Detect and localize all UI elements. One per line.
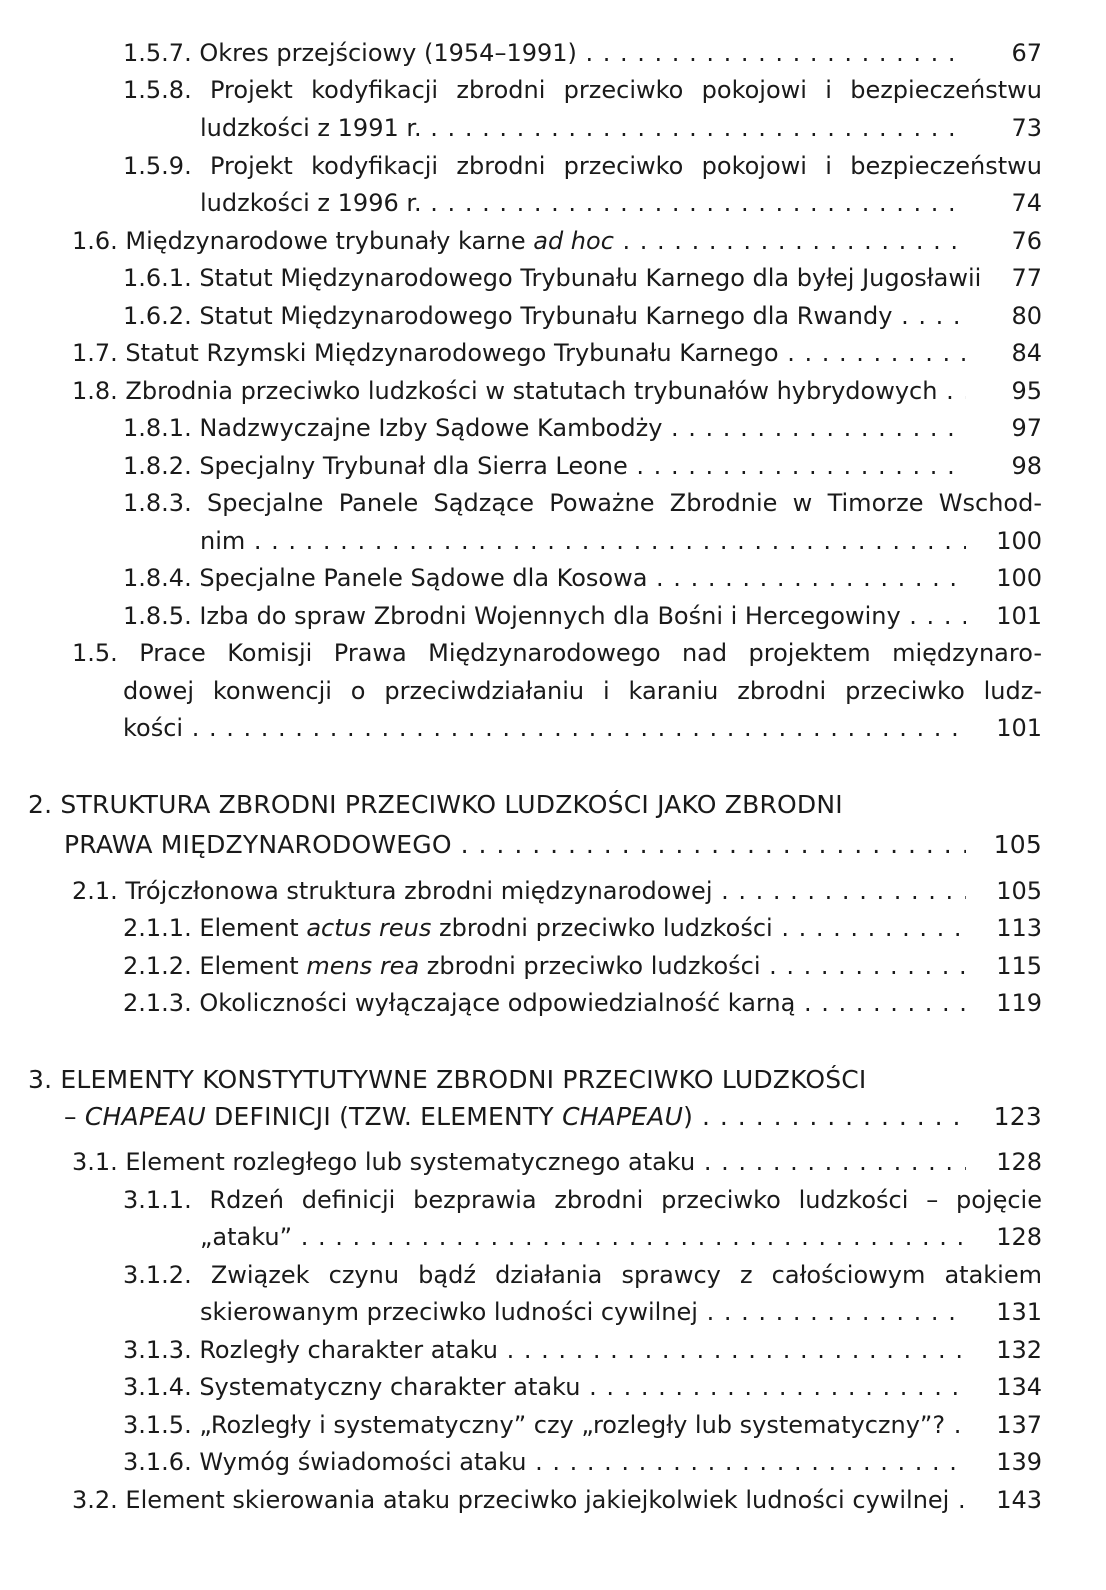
toc-entry [0,1185,1106,1215]
toc-entry-page: 95 [1011,377,1042,405]
toc-entry-title: 1.8.4. Specjalne Panele Sądowe dla Kosowa . . . [123,563,966,593]
toc-entry-title: 1.5.8. Projekt kodyfikacji zbrodni przeciwko pokojowi i bezpieczeństwu [123,76,1042,104]
toc-entry [0,1065,1106,1095]
toc-entry [0,1297,1106,1327]
toc-entry-page: 67 [1011,39,1042,67]
toc-entry [0,876,1106,906]
toc-entry-title: ludzkości z 1996 r. . . . [200,188,966,218]
toc-entry [0,1410,1106,1440]
toc-entry-page: 123 [993,1102,1042,1131]
toc-entry [0,1335,1106,1365]
toc-entry-title: 2.1.3. Okoliczności wyłączające odpowiedzialność karną . . . [123,988,966,1018]
toc-entry [0,113,1106,143]
toc-entry-title: 1.5.9. Projekt kodyfikacji zbrodni przeciwko pokojowi i bezpieczeństwu [123,152,1042,180]
toc-entry-title: dowej konwencji o przeciwdziałaniu i karaniu zbrodni przeciwko ludz- [123,677,1042,705]
toc-entry-title: 1.8.3. Specjalne Panele Sądzące Poważne Zbrodnie w Timorze Wschod- [123,489,1042,517]
toc-entry-title: PRAWA MIĘDZYNARODOWEGO . . . [64,830,966,860]
toc-entry-title: 3.1. Element rozległego lub systematycznego ataku . . . [72,1147,966,1177]
toc-entry-page: 128 [996,1148,1042,1176]
toc-entry [0,338,1106,368]
toc-entry [0,988,1106,1018]
toc-entry [0,1485,1106,1515]
toc-entry-title: 1.8.1. Nadzwyczajne Izby Sądowe Kambodży . . . [123,413,966,443]
toc-entry [0,713,1106,743]
toc-entry [0,1102,1106,1132]
toc-entry-page: 80 [1011,302,1042,330]
toc-entry [0,263,1106,293]
toc-entry-title: 1.5. Prace Komisji Prawa Międzynarodowego nad projektem międzynaro- [72,639,1042,667]
toc-entry [0,913,1106,943]
toc-entry [0,451,1106,481]
toc-entry-title: skierowanym przeciwko ludności cywilnej . . . [200,1297,966,1327]
toc-entry-title: 2.1. Trójczłonowa struktura zbrodni międzynarodowej . . . [72,876,966,906]
toc-entry [0,1222,1106,1252]
toc-entry-italic: CHAPEAU [84,1102,206,1131]
toc-entry-title: 3.1.1. Rdzeń definicji bezprawia zbrodni przeciwko ludzkości – pojęcie [123,1186,1042,1214]
toc-entry-title: 1.6. Międzynarodowe trybunały karne ad hoc . . . [72,226,966,256]
toc-entry-page: 119 [996,989,1042,1017]
toc-entry-page: 143 [996,1486,1042,1514]
toc-entry [0,1447,1106,1477]
toc-entry [0,830,1106,860]
toc-entry-page: 105 [996,877,1042,905]
toc-entry-page: 101 [996,602,1042,630]
toc-entry-page: 131 [996,1298,1042,1326]
toc-entry-page: 105 [993,830,1042,859]
toc-entry [0,951,1106,981]
toc-entry-page: 113 [996,914,1042,942]
toc-entry-title: 3. ELEMENTY KONSTYTUTYWNE ZBRODNI PRZECIWKO LUDZKOŚCI [28,1065,1042,1095]
toc-entry-title: 3.1.3. Rozległy charakter ataku . . . [123,1335,966,1365]
toc-entry-italic: actus reus [306,914,432,942]
toc-entry [0,488,1106,518]
toc-entry [0,301,1106,331]
toc-entry-title: 1.8. Zbrodnia przeciwko ludzkości w statutach trybunałów hybrydowych . . . [72,376,966,406]
toc-entry-title: 2. STRUKTURA ZBRODNI PRZECIWKO LUDZKOŚCI JAKO ZBRODNI [28,790,1042,820]
toc-entry-title: 1.7. Statut Rzymski Międzynarodowego Trybunału Karnego . . . [72,338,966,368]
toc-entry-page: 115 [996,952,1042,980]
toc-entry-page: 132 [996,1336,1042,1364]
toc-entry-page: 134 [996,1373,1042,1401]
toc-entry [0,601,1106,631]
toc-entry-page: 100 [996,564,1042,592]
toc-entry-page: 77 [1011,264,1042,292]
toc-entry-page: 100 [996,527,1042,555]
toc-entry-page: 101 [996,714,1042,742]
toc-entry [0,376,1106,406]
toc-entry [0,563,1106,593]
toc-entry [0,151,1106,181]
toc-entry-title: nim . . . [200,526,966,556]
toc-entry-page: 74 [1011,189,1042,217]
toc-entry [0,790,1106,820]
toc-entry-title: 1.8.2. Specjalny Trybunał dla Sierra Leone . . . [123,451,966,481]
toc-entry-title: 1.5.7. Okres przejściowy (1954–1991) . . . [123,38,966,68]
toc-entry [0,676,1106,706]
toc-entry [0,188,1106,218]
toc-entry-page: 139 [996,1448,1042,1476]
toc-entry-title: 3.1.2. Związek czynu bądź działania sprawcy z całościowym atakiem [123,1261,1042,1289]
toc-entry-page: 76 [1011,227,1042,255]
toc-entry-page: 98 [1011,452,1042,480]
toc-entry-title: 1.8.5. Izba do spraw Zbrodni Wojennych dla Bośni i Hercegowiny . . . [123,601,966,631]
toc-entry-title: 2.1.1. Element actus reus zbrodni przeciwko ludzkości . . . [123,913,966,943]
toc-entry [0,1260,1106,1290]
toc-entry-page: 137 [996,1411,1042,1439]
toc-entry-title: 1.6.1. Statut Międzynarodowego Trybunału Karnego dla byłej Jugosławii [123,263,1042,293]
toc-entry [0,1147,1106,1177]
toc-entry [0,1372,1106,1402]
toc-entry-title: kości . . . [123,713,966,743]
toc-entry [0,413,1106,443]
toc-entry-page: 73 [1011,114,1042,142]
toc-entry-title: „ataku” . . . [200,1222,966,1252]
toc-entry-title: – CHAPEAU DEFINICJI (TZW. ELEMENTY CHAPEAU) . . . [64,1102,966,1132]
toc-entry-title: ludzkości z 1991 r. . . . [200,113,966,143]
toc-entry-title: 2.1.2. Element mens rea zbrodni przeciwko ludzkości . . . [123,951,966,981]
toc-entry-italic: ad hoc [533,227,614,255]
toc-entry-page: 97 [1011,414,1042,442]
toc-entry [0,75,1106,105]
toc-entry-title: 3.1.4. Systematyczny charakter ataku . . . [123,1372,966,1402]
toc-entry [0,38,1106,68]
toc-entry-page: 128 [996,1223,1042,1251]
toc-entry [0,638,1106,668]
toc-entry [0,226,1106,256]
toc-entry-title: 3.2. Element skierowania ataku przeciwko jakiejkolwiek ludności cywilnej . . . [72,1485,966,1515]
toc-entry-title: 3.1.5. „Rozległy i systematyczny” czy „rozległy lub systematyczny”? . . . [123,1410,966,1440]
toc-entry-italic: CHAPEAU [562,1102,684,1131]
toc-entry [0,526,1106,556]
toc-entry-title: 3.1.6. Wymóg świadomości ataku . . . [123,1447,966,1477]
toc-entry-italic: mens rea [306,952,420,980]
toc-entry-title: 1.6.2. Statut Międzynarodowego Trybunału Karnego dla Rwandy . . . [123,301,966,331]
toc-entry-page: 84 [1011,339,1042,367]
